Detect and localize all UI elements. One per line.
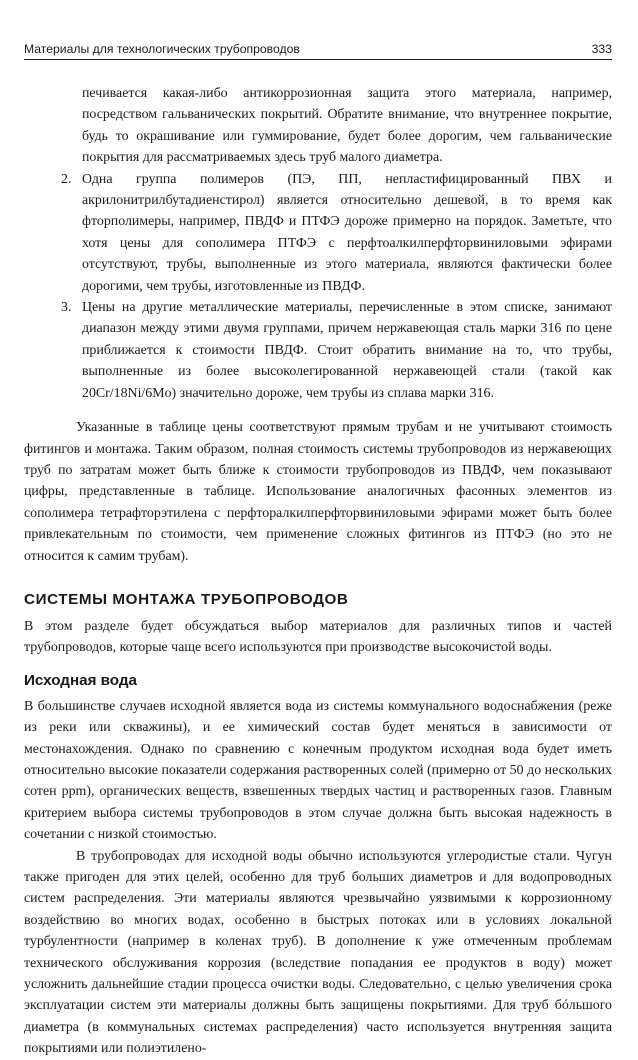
continuation-paragraph: печивается какая-либо антикоррозионная защита этого материала, например, посредством гальванических покрытий. Обратите внимание, что внутреннее покрытие, будь то окрашивание или гуммирование, будет более дорогим, чем гальванические покрытия для рассматриваемых здесь труб малого диаметра.	[82, 86, 612, 166]
paragraph-source-water-2: В трубопроводах для исходной воды обычно используются углеродистые стали. Чугун также пригоден для этих целей, особенно для труб больших диаметров и для водопроводных систем распределения. Эти материалы являются чрезвычайно уязвимыми к коррозионному воздействию во многих водах, особенно в быстрых потоках или в условиях локальной турбулентности (например в коленах труб). В дополнение к уже отмеченным проблемам технического обслуживания коррозия (вследствие попадания ее продуктов в воду) может усложнить дальнейшие стадии процесса очистки воды. Следовательно, с целью увеличения срока эксплуатации систем эти материалы должны быть защищены покрытиями. Для труб бóльшого диаметра (в коммунальных системах распределения) часто используется внутренняя защита покрытиями или полиэтилено-	[24, 848, 612, 1057]
page-content	[24, 83, 612, 1060]
page-number: 333	[591, 42, 612, 56]
numbered-list	[24, 169, 612, 404]
section-intro-paragraph: В этом разделе будет обсуждаться выбор материалов для различных типов и частей трубопроводов, которые чаще всего используются при производстве высокочистой воды.	[24, 618, 612, 656]
list-item-number: 3.	[61, 300, 72, 316]
paragraph-source-water-1: В большинстве случаев исходной является вода из системы коммунального водоснабжения (реже из реки или скважины), и ее химический состав будет меняться в зависимости от местонахождения. Однако по сравнению с конечным продуктом исходная вода будет иметь относительно высокие показатели содержания растворенных солей (примерно от 50 до нескольких сотен ppm), органических веществ, взвешенных твердых частиц и растворенных газов. Главным критерием выбора системы трубопроводов в этом случае должна быть высокая надежность в сочетании с низкой стоимостью.	[24, 698, 612, 843]
subsection-heading: Исходная вода	[24, 671, 137, 689]
running-title: Материалы для технологических трубопроводов	[24, 42, 300, 56]
list-item	[24, 297, 612, 404]
header-rule	[24, 59, 612, 60]
list-item-text: Цены на другие металлические материалы, перечисленные в этом списке, занимают диапазон между этими двумя группами, причем нержавеющая сталь марки 316 по цене приближается к стоимости ПВДФ. Стоит обратить внимание на то, что трубы, выполненные из более высоколегированной нержавеющей стали (такой как 20Cr/18Ni/6Mo) значительно дороже, чем трубы из сплава марки 316.	[82, 300, 612, 401]
list-item	[24, 169, 612, 297]
paragraph-prices: Указанные в таблице цены соответствуют прямым трубам и не учитывают стоимость фитингов и монтажа. Таким образом, полная стоимость системы трубопроводов из нержавеющих труб по затратам может быть ближе к стоимости трубопроводов из ПВДФ, чем показывают цифры, представленные в таблице. Использование аналогичных фасонных элементов из сополимера тетрафторэтилена с перфторалкилперфторвиниловыми эфирами может быть более привлекательным по стоимости, чем применение сложных фитингов из ПТФЭ (но это не относится к самим трубам).	[24, 420, 612, 564]
list-item-number: 2.	[61, 171, 72, 187]
running-header	[24, 38, 612, 56]
list-item-text: Одна группа полимеров (ПЭ, ПП, непластифицированный ПВХ и акрилонитрилбутадиенстирол) является относительно дешевой, в то время как фторполимеры, например, ПВДФ и ПТФЭ дороже примерно на порядок. Заметьте, что хотя цены для сополимера ПТФЭ с перфтоалкилперфторвиниловыми эфирами отсутствуют, трубы, выполненные из этого материала, являются фактически более дорогими, чем трубы, изготовленные из ПВДФ.	[82, 171, 612, 294]
section-heading: СИСТЕМЫ МОНТАЖА ТРУБОПРОВОДОВ	[24, 590, 349, 608]
